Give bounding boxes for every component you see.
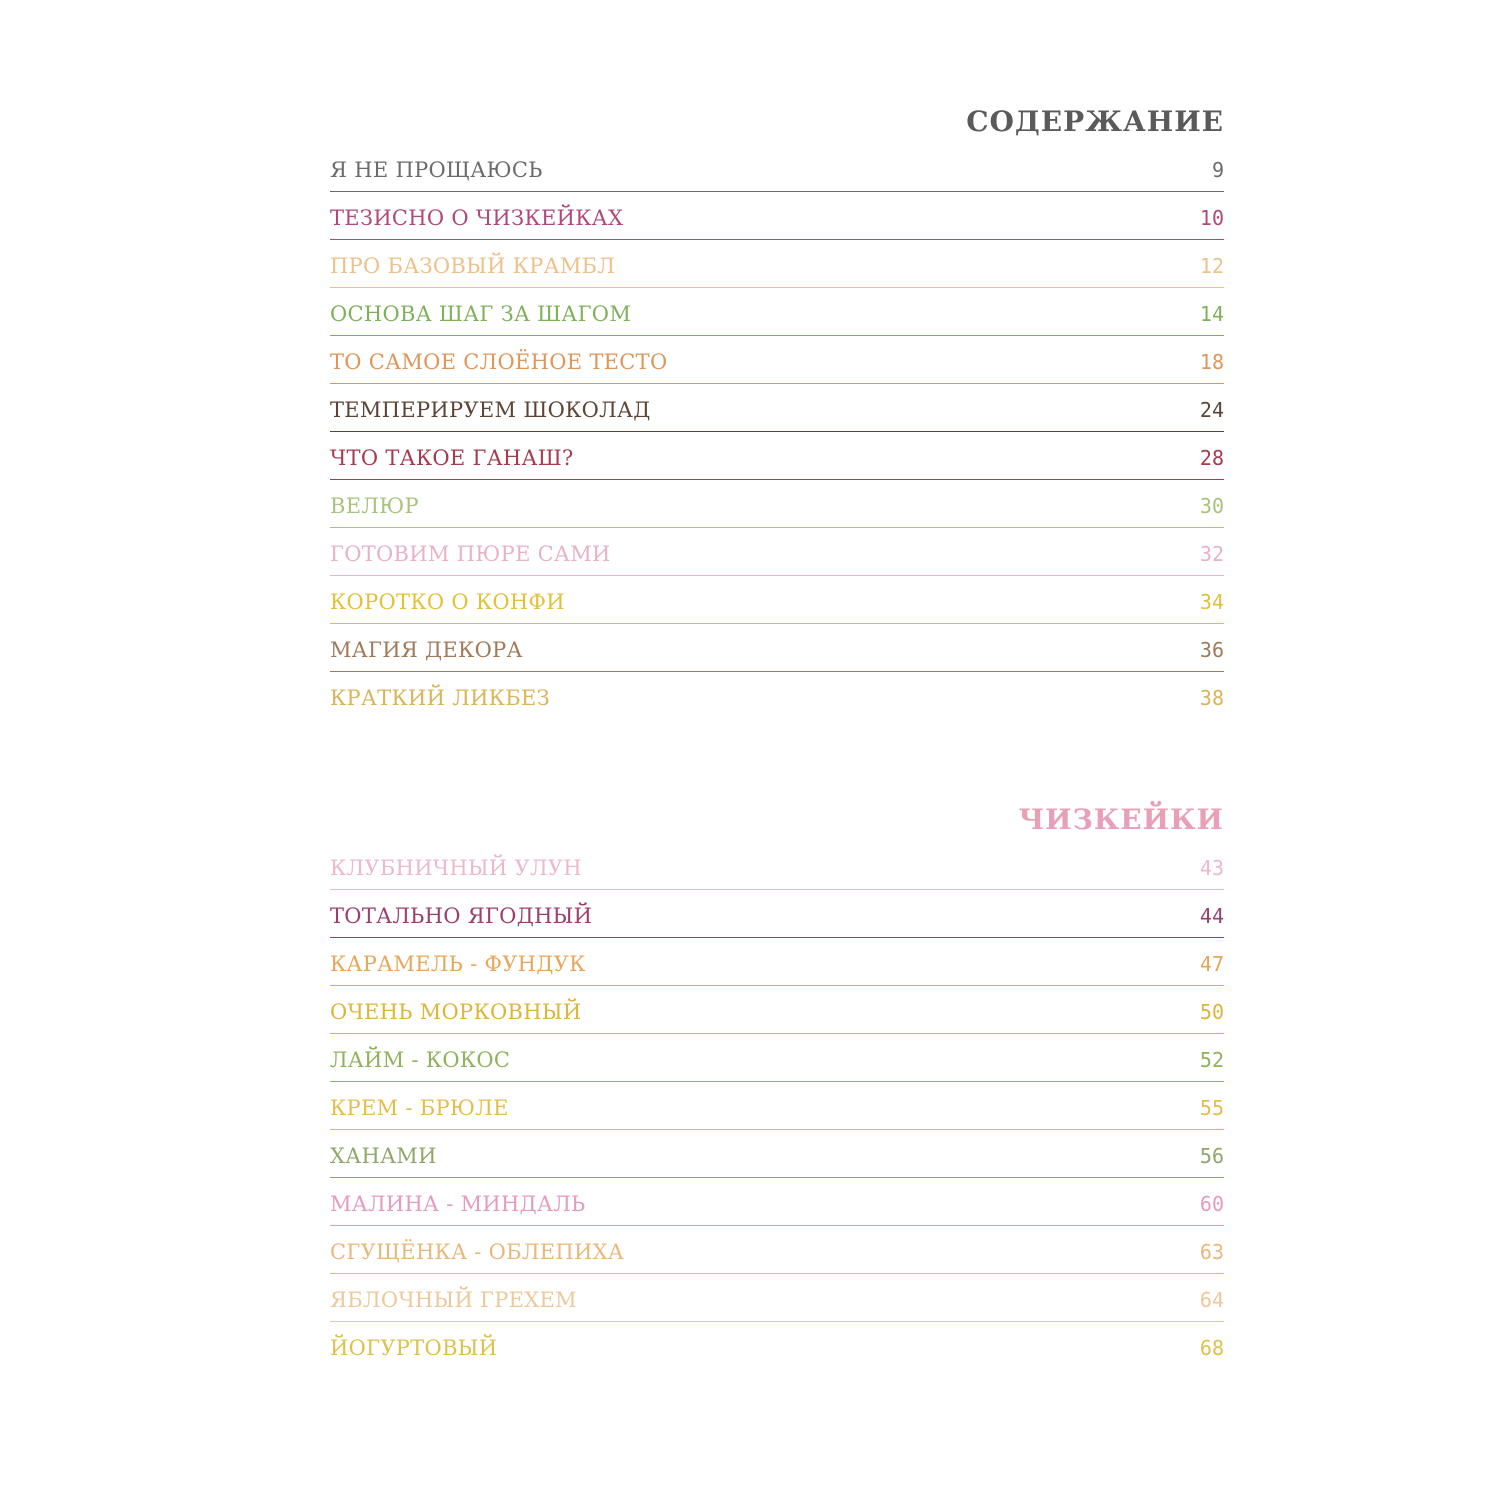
toc-entry[interactable]	[330, 240, 1224, 288]
toc-entry-title: ТО САМОЕ СЛОЁНОЕ ТЕСТО	[330, 350, 668, 374]
toc-entry-title: СГУЩЁНКА - ОБЛЕПИХА	[330, 1240, 625, 1264]
toc-entry-title: ЙОГУРТОВЫЙ	[330, 1336, 498, 1360]
toc-entry-title: ПРО БАЗОВЫЙ КРАМБЛ	[330, 254, 616, 278]
toc-entry[interactable]	[330, 624, 1224, 672]
toc-entry-page: 44	[1199, 904, 1224, 928]
toc-entry-page: 52	[1199, 1048, 1224, 1072]
toc-entry-title: КРЕМ - БРЮЛЕ	[330, 1096, 509, 1120]
toc-entry[interactable]	[330, 336, 1224, 384]
toc-entry[interactable]	[330, 986, 1224, 1034]
toc-entry-page: 60	[1199, 1192, 1224, 1216]
toc-entry[interactable]	[330, 1226, 1224, 1274]
toc-entry-title: ОЧЕНЬ МОРКОВНЫЙ	[330, 1000, 582, 1024]
toc-entry-page: 28	[1199, 446, 1224, 470]
toc-entry-page: 18	[1199, 350, 1224, 374]
toc-entry-title: ВЕЛЮР	[330, 494, 419, 518]
toc-entry-page: 43	[1199, 856, 1224, 880]
toc-entry[interactable]	[330, 1274, 1224, 1322]
toc-entry[interactable]	[330, 384, 1224, 432]
contents-heading: СОДЕРЖАНИЕ	[966, 105, 1224, 138]
toc-entry[interactable]	[330, 480, 1224, 528]
toc-entry-title: ГОТОВИМ ПЮРЕ САМИ	[330, 542, 611, 566]
cheesecakes-section	[330, 798, 1224, 1370]
contents-list	[330, 144, 1224, 720]
toc-entry[interactable]	[330, 672, 1224, 720]
toc-entry-page: 56	[1199, 1144, 1224, 1168]
toc-entry-title: ОСНОВА ШАГ ЗА ШАГОМ	[330, 302, 632, 326]
toc-entry-title: КАРАМЕЛЬ - ФУНДУК	[330, 952, 586, 976]
toc-entry-page: 14	[1199, 302, 1224, 326]
toc-entry-page: 34	[1199, 590, 1224, 614]
toc-entry[interactable]	[330, 1322, 1224, 1370]
toc-entry[interactable]	[330, 1034, 1224, 1082]
contents-section	[330, 100, 1224, 720]
toc-entry-page: 12	[1199, 254, 1224, 278]
toc-entry-page: 63	[1199, 1240, 1224, 1264]
toc-entry-title: КЛУБНИЧНЫЙ УЛУН	[330, 856, 582, 880]
toc-entry-title: ЯБЛОЧНЫЙ ГРЕХЕМ	[330, 1288, 577, 1312]
toc-entry-page: 50	[1199, 1000, 1224, 1024]
toc-entry-page: 64	[1199, 1288, 1224, 1312]
toc-entry-page: 32	[1199, 542, 1224, 566]
toc-entry-title: Я НЕ ПРОЩАЮСЬ	[330, 158, 543, 182]
toc-entry-title: МАЛИНА - МИНДАЛЬ	[330, 1192, 586, 1216]
toc-entry[interactable]	[330, 1130, 1224, 1178]
toc-entry-page: 36	[1199, 638, 1224, 662]
toc-entry[interactable]	[330, 192, 1224, 240]
toc-entry-page: 47	[1199, 952, 1224, 976]
toc-entry-title: ЛАЙМ - КОКОС	[330, 1048, 511, 1072]
cheesecakes-list	[330, 842, 1224, 1370]
toc-entry-title: ТОТАЛЬНО ЯГОДНЫЙ	[330, 904, 593, 928]
toc-entry-page: 30	[1199, 494, 1224, 518]
toc-entry-page: 9	[1211, 158, 1224, 182]
toc-entry[interactable]	[330, 890, 1224, 938]
toc-entry-title: КОРОТКО О КОНФИ	[330, 590, 565, 614]
toc-entry-page: 24	[1199, 398, 1224, 422]
toc-entry-title: ЧТО ТАКОЕ ГАНАШ?	[330, 446, 574, 470]
toc-entry-title: ХАНАМИ	[330, 1144, 437, 1168]
toc-entry[interactable]	[330, 432, 1224, 480]
toc-entry-title: ТЕМПЕРИРУЕМ ШОКОЛАД	[330, 398, 651, 422]
toc-entry[interactable]	[330, 1082, 1224, 1130]
toc-entry[interactable]	[330, 842, 1224, 890]
cheesecakes-heading: ЧИЗКЕЙКИ	[1018, 803, 1224, 836]
toc-entry[interactable]	[330, 144, 1224, 192]
toc-entry[interactable]	[330, 288, 1224, 336]
toc-entry-page: 10	[1199, 206, 1224, 230]
toc-entry[interactable]	[330, 528, 1224, 576]
toc-entry-page: 38	[1199, 686, 1224, 710]
toc-entry[interactable]	[330, 938, 1224, 986]
toc-entry[interactable]	[330, 1178, 1224, 1226]
toc-entry-page: 55	[1199, 1096, 1224, 1120]
toc-entry[interactable]	[330, 576, 1224, 624]
toc-entry-title: ТЕЗИСНО О ЧИЗКЕЙКАХ	[330, 206, 624, 230]
toc-entry-title: МАГИЯ ДЕКОРА	[330, 638, 523, 662]
toc-entry-page: 68	[1199, 1336, 1224, 1360]
toc-entry-title: КРАТКИЙ ЛИКБЕЗ	[330, 686, 550, 710]
